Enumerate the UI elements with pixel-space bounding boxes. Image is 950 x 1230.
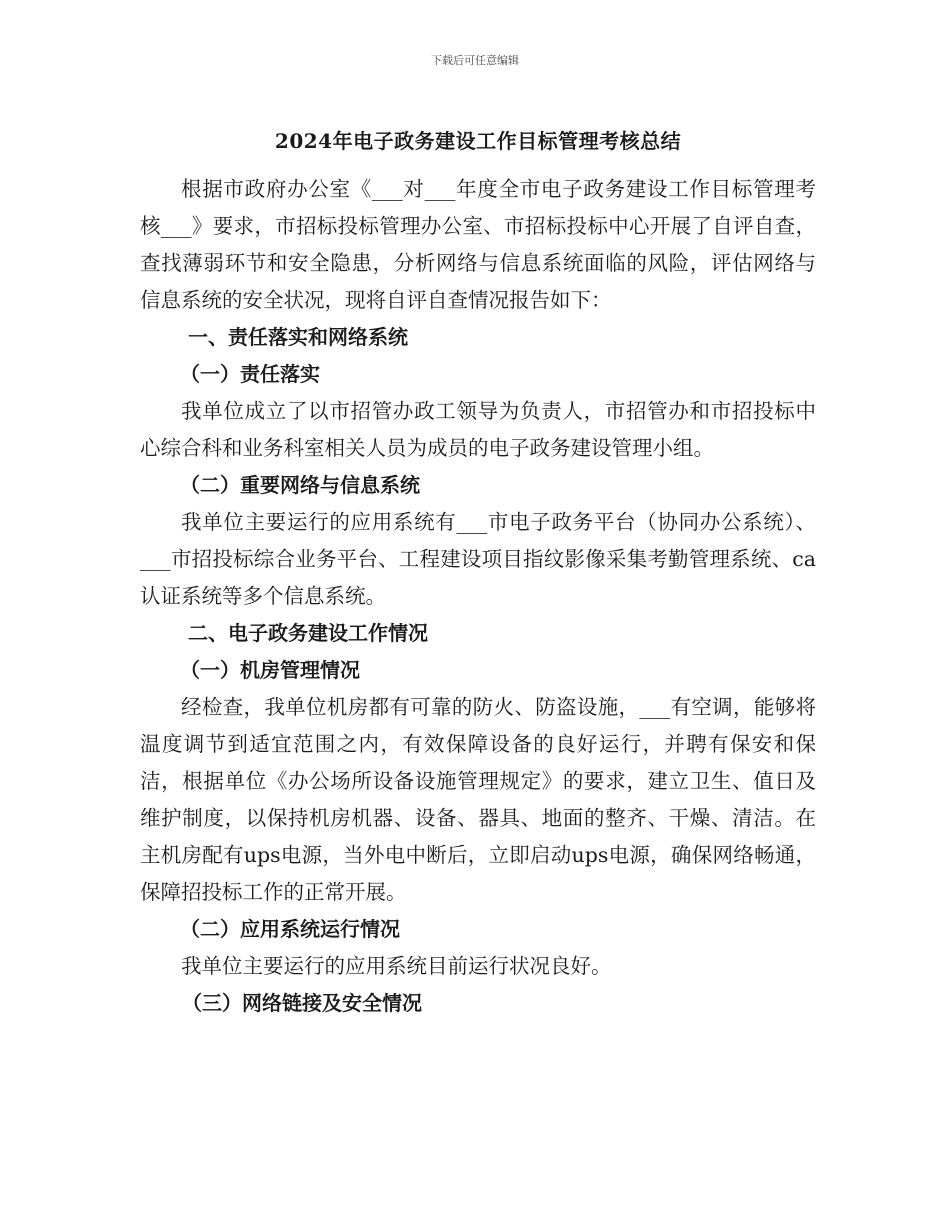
section-2-1-paragraph: 经检查，我单位机房都有可靠的防火、防盗设施，___有空调，能够将温度调节到适宜范围之内，有效保障设备的良好运行，并聘有保安和保洁，根据单位《办公场所设备设施管理规定》的要求，建立卫生、值日及维护制度，以保持机房机器、设备、器具、地面的整齐、干燥、清洁。在主机房配有ups电源，当外电中断后，立即启动ups电源，确保网络畅通，保障招投标工作的正常开展。 [140,695,816,904]
section-1-1-paragraph: 我单位成立了以市招管办政工领导为负责人，市招管办和市招投标中心综合科和业务科室相关人员为成员的电子政务建设管理小组。 [140,399,816,460]
section-1-2-heading: （二）重要网络与信息系统 [180,473,420,497]
section-2-2-heading: （二）应用系统运行情况 [180,917,400,941]
section-2-heading: 二、电子政务建设工作情况 [188,621,428,645]
intro-paragraph: 根据市政府办公室《___对___年度全市电子政务建设工作目标管理考核___》要求，市招标投标管理办公室、市招标投标中心开展了自评自查，查找薄弱环节和安全隐患，分析网络与信息系统面临的风险，评估网络与信息系统的安全状况，现将自评自查情况报告如下： [140,177,816,312]
section-2-1-heading: （一）机房管理情况 [180,658,360,682]
document-title: 2024年电子政务建设工作目标管理考核总结 [274,129,682,153]
section-1-1-heading: （一）责任落实 [180,362,320,386]
header-note: 下载后可任意编辑 [431,54,519,67]
section-1-heading: 一、责任落实和网络系统 [188,325,408,349]
section-2-2-paragraph: 我单位主要运行的应用系统目前运行状况良好。 [181,954,612,978]
section-2-3-heading: （三）网络链接及安全情况 [182,991,422,1015]
section-1-2-paragraph: 我单位主要运行的应用系统有___市电子政务平台（协同办公系统）、___市招投标综合业务平台、工程建设项目指纹影像采集考勤管理系统、ca认证系统等多个信息系统。 [140,510,816,608]
document-body [140,171,816,1022]
